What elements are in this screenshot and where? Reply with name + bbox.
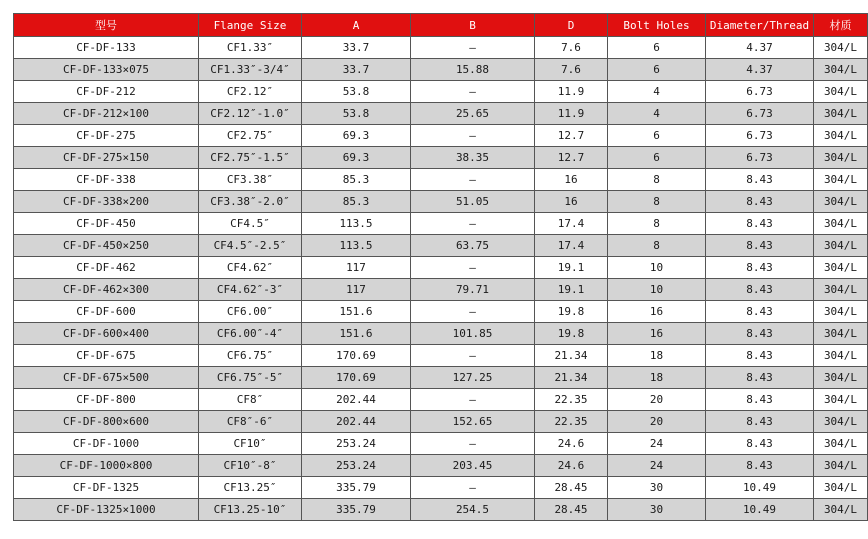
table-row: [14, 191, 868, 213]
cell-a: 33.7: [302, 37, 411, 59]
cell-d: 28.45: [535, 499, 608, 521]
cell-a: 117: [302, 279, 411, 301]
cell-model: CF-DF-133: [14, 37, 199, 59]
cell-material: 304/L: [814, 499, 868, 521]
cell-b: 25.65: [411, 103, 535, 125]
cell-material: 304/L: [814, 235, 868, 257]
header-d: D: [535, 14, 608, 37]
header-flange-size: Flange Size: [199, 14, 302, 37]
cell-b: 101.85: [411, 323, 535, 345]
cell-b: 152.65: [411, 411, 535, 433]
cell-diameter-thread: 8.43: [706, 257, 814, 279]
cell-b: 63.75: [411, 235, 535, 257]
cell-model: CF-DF-133×075: [14, 59, 199, 81]
cell-bolt-holes: 4: [608, 81, 706, 103]
cell-material: 304/L: [814, 81, 868, 103]
cell-material: 304/L: [814, 103, 868, 125]
cell-d: 22.35: [535, 411, 608, 433]
cell-b: —: [411, 301, 535, 323]
cell-diameter-thread: 8.43: [706, 411, 814, 433]
cell-flange-size: CF3.38″-2.0″: [199, 191, 302, 213]
table-row: [14, 389, 868, 411]
cell-b: —: [411, 345, 535, 367]
cell-model: CF-DF-462: [14, 257, 199, 279]
cell-bolt-holes: 16: [608, 301, 706, 323]
cell-material: 304/L: [814, 323, 868, 345]
cell-model: CF-DF-338: [14, 169, 199, 191]
table-row: [14, 367, 868, 389]
cell-b: 51.05: [411, 191, 535, 213]
table-row: [14, 37, 868, 59]
cell-b: 38.35: [411, 147, 535, 169]
cell-material: 304/L: [814, 147, 868, 169]
cell-d: 12.7: [535, 147, 608, 169]
cell-b: —: [411, 257, 535, 279]
cell-d: 24.6: [535, 455, 608, 477]
cell-a: 202.44: [302, 411, 411, 433]
cell-flange-size: CF2.75″-1.5″: [199, 147, 302, 169]
cell-b: —: [411, 213, 535, 235]
cell-diameter-thread: 10.49: [706, 477, 814, 499]
cell-b: 79.71: [411, 279, 535, 301]
cell-flange-size: CF10″: [199, 433, 302, 455]
cell-d: 7.6: [535, 37, 608, 59]
header-diameter-thread: Diameter/Thread: [706, 14, 814, 37]
cell-model: CF-DF-800: [14, 389, 199, 411]
cell-d: 19.1: [535, 257, 608, 279]
cell-model: CF-DF-600: [14, 301, 199, 323]
cell-material: 304/L: [814, 213, 868, 235]
cell-diameter-thread: 6.73: [706, 125, 814, 147]
cell-b: —: [411, 169, 535, 191]
cell-d: 11.9: [535, 81, 608, 103]
cell-material: 304/L: [814, 389, 868, 411]
cell-diameter-thread: 8.43: [706, 301, 814, 323]
cell-diameter-thread: 8.43: [706, 389, 814, 411]
cell-flange-size: CF8″: [199, 389, 302, 411]
cell-flange-size: CF1.33″: [199, 37, 302, 59]
cell-model: CF-DF-275: [14, 125, 199, 147]
cell-b: —: [411, 125, 535, 147]
cell-model: CF-DF-1325: [14, 477, 199, 499]
cell-diameter-thread: 8.43: [706, 191, 814, 213]
cell-flange-size: CF6.00″-4″: [199, 323, 302, 345]
table-row: [14, 125, 868, 147]
cell-flange-size: CF13.25-10″: [199, 499, 302, 521]
header-b: B: [411, 14, 535, 37]
cell-flange-size: CF10″-8″: [199, 455, 302, 477]
cell-material: 304/L: [814, 191, 868, 213]
table-row: [14, 235, 868, 257]
cell-d: 28.45: [535, 477, 608, 499]
cell-flange-size: CF2.12″-1.0″: [199, 103, 302, 125]
cell-model: CF-DF-675×500: [14, 367, 199, 389]
cell-material: 304/L: [814, 433, 868, 455]
cell-bolt-holes: 10: [608, 279, 706, 301]
cell-flange-size: CF4.62″-3″: [199, 279, 302, 301]
cell-material: 304/L: [814, 37, 868, 59]
header-model: 型号: [14, 14, 199, 37]
cell-b: 203.45: [411, 455, 535, 477]
cell-a: 151.6: [302, 301, 411, 323]
cell-material: 304/L: [814, 345, 868, 367]
cell-d: 24.6: [535, 433, 608, 455]
cell-material: 304/L: [814, 367, 868, 389]
cell-flange-size: CF2.75″: [199, 125, 302, 147]
cell-bolt-holes: 18: [608, 367, 706, 389]
cell-bolt-holes: 8: [608, 169, 706, 191]
table-header: [14, 14, 868, 37]
cell-b: —: [411, 433, 535, 455]
cell-diameter-thread: 4.37: [706, 59, 814, 81]
cell-model: CF-DF-462×300: [14, 279, 199, 301]
cell-b: —: [411, 389, 535, 411]
cell-bolt-holes: 8: [608, 213, 706, 235]
cell-diameter-thread: 8.43: [706, 433, 814, 455]
cell-material: 304/L: [814, 59, 868, 81]
cell-b: 127.25: [411, 367, 535, 389]
cell-diameter-thread: 8.43: [706, 169, 814, 191]
cell-a: 113.5: [302, 213, 411, 235]
table-row: [14, 455, 868, 477]
cell-bolt-holes: 20: [608, 411, 706, 433]
cell-bolt-holes: 6: [608, 147, 706, 169]
cell-b: 254.5: [411, 499, 535, 521]
cell-model: CF-DF-800×600: [14, 411, 199, 433]
table-row: [14, 411, 868, 433]
cell-b: 15.88: [411, 59, 535, 81]
table-row: [14, 59, 868, 81]
table-row: [14, 345, 868, 367]
cell-diameter-thread: 8.43: [706, 235, 814, 257]
cell-bolt-holes: 6: [608, 59, 706, 81]
cell-bolt-holes: 8: [608, 235, 706, 257]
cell-material: 304/L: [814, 411, 868, 433]
cell-bolt-holes: 4: [608, 103, 706, 125]
cell-flange-size: CF4.62″: [199, 257, 302, 279]
cell-flange-size: CF4.5″-2.5″: [199, 235, 302, 257]
cell-a: 53.8: [302, 81, 411, 103]
cell-material: 304/L: [814, 279, 868, 301]
table-row: [14, 257, 868, 279]
cell-bolt-holes: 18: [608, 345, 706, 367]
header-row: [14, 14, 868, 37]
cell-diameter-thread: 8.43: [706, 279, 814, 301]
cell-a: 170.69: [302, 367, 411, 389]
cell-d: 19.8: [535, 323, 608, 345]
header-material: 材质: [814, 14, 868, 37]
cell-d: 17.4: [535, 213, 608, 235]
cell-a: 69.3: [302, 125, 411, 147]
cell-a: 53.8: [302, 103, 411, 125]
cell-model: CF-DF-275×150: [14, 147, 199, 169]
cell-bolt-holes: 24: [608, 433, 706, 455]
cell-model: CF-DF-212×100: [14, 103, 199, 125]
flange-spec-table: [13, 13, 868, 521]
cell-a: 85.3: [302, 191, 411, 213]
cell-bolt-holes: 6: [608, 125, 706, 147]
table-row: [14, 279, 868, 301]
cell-d: 17.4: [535, 235, 608, 257]
cell-material: 304/L: [814, 125, 868, 147]
cell-diameter-thread: 8.43: [706, 367, 814, 389]
cell-d: 21.34: [535, 345, 608, 367]
cell-flange-size: CF6.75″: [199, 345, 302, 367]
cell-diameter-thread: 6.73: [706, 103, 814, 125]
cell-bolt-holes: 10: [608, 257, 706, 279]
cell-b: —: [411, 37, 535, 59]
cell-a: 69.3: [302, 147, 411, 169]
cell-d: 16: [535, 169, 608, 191]
cell-flange-size: CF6.00″: [199, 301, 302, 323]
cell-bolt-holes: 24: [608, 455, 706, 477]
cell-material: 304/L: [814, 477, 868, 499]
cell-flange-size: CF13.25″: [199, 477, 302, 499]
cell-material: 304/L: [814, 169, 868, 191]
cell-model: CF-DF-600×400: [14, 323, 199, 345]
cell-a: 335.79: [302, 499, 411, 521]
table-row: [14, 301, 868, 323]
cell-d: 11.9: [535, 103, 608, 125]
cell-diameter-thread: 6.73: [706, 81, 814, 103]
cell-model: CF-DF-450×250: [14, 235, 199, 257]
cell-b: —: [411, 81, 535, 103]
cell-model: CF-DF-1325×1000: [14, 499, 199, 521]
cell-a: 170.69: [302, 345, 411, 367]
cell-a: 117: [302, 257, 411, 279]
table-body: [14, 37, 868, 521]
cell-diameter-thread: 8.43: [706, 455, 814, 477]
table-row: [14, 147, 868, 169]
table-row: [14, 323, 868, 345]
cell-d: 12.7: [535, 125, 608, 147]
table-row: [14, 169, 868, 191]
table-row: [14, 477, 868, 499]
table-row: [14, 103, 868, 125]
cell-flange-size: CF8″-6″: [199, 411, 302, 433]
table-row: [14, 81, 868, 103]
cell-model: CF-DF-450: [14, 213, 199, 235]
cell-diameter-thread: 4.37: [706, 37, 814, 59]
cell-b: —: [411, 477, 535, 499]
cell-flange-size: CF2.12″: [199, 81, 302, 103]
cell-diameter-thread: 8.43: [706, 323, 814, 345]
cell-material: 304/L: [814, 455, 868, 477]
cell-diameter-thread: 10.49: [706, 499, 814, 521]
cell-material: 304/L: [814, 301, 868, 323]
table-row: [14, 213, 868, 235]
cell-a: 253.24: [302, 455, 411, 477]
header-a: A: [302, 14, 411, 37]
cell-model: CF-DF-338×200: [14, 191, 199, 213]
cell-a: 335.79: [302, 477, 411, 499]
cell-bolt-holes: 16: [608, 323, 706, 345]
cell-model: CF-DF-1000: [14, 433, 199, 455]
cell-bolt-holes: 8: [608, 191, 706, 213]
cell-model: CF-DF-1000×800: [14, 455, 199, 477]
header-bolt-holes: Bolt Holes: [608, 14, 706, 37]
cell-flange-size: CF1.33″-3/4″: [199, 59, 302, 81]
cell-d: 19.1: [535, 279, 608, 301]
cell-d: 7.6: [535, 59, 608, 81]
cell-bolt-holes: 6: [608, 37, 706, 59]
cell-d: 22.35: [535, 389, 608, 411]
cell-model: CF-DF-212: [14, 81, 199, 103]
cell-a: 113.5: [302, 235, 411, 257]
cell-a: 202.44: [302, 389, 411, 411]
cell-a: 33.7: [302, 59, 411, 81]
cell-d: 21.34: [535, 367, 608, 389]
cell-a: 85.3: [302, 169, 411, 191]
cell-d: 16: [535, 191, 608, 213]
cell-flange-size: CF6.75″-5″: [199, 367, 302, 389]
cell-flange-size: CF4.5″: [199, 213, 302, 235]
cell-a: 151.6: [302, 323, 411, 345]
table-row: [14, 499, 868, 521]
cell-material: 304/L: [814, 257, 868, 279]
cell-bolt-holes: 20: [608, 389, 706, 411]
cell-diameter-thread: 8.43: [706, 345, 814, 367]
cell-diameter-thread: 8.43: [706, 213, 814, 235]
cell-bolt-holes: 30: [608, 499, 706, 521]
cell-model: CF-DF-675: [14, 345, 199, 367]
table-row: [14, 433, 868, 455]
cell-diameter-thread: 6.73: [706, 147, 814, 169]
cell-a: 253.24: [302, 433, 411, 455]
cell-d: 19.8: [535, 301, 608, 323]
cell-flange-size: CF3.38″: [199, 169, 302, 191]
cell-bolt-holes: 30: [608, 477, 706, 499]
